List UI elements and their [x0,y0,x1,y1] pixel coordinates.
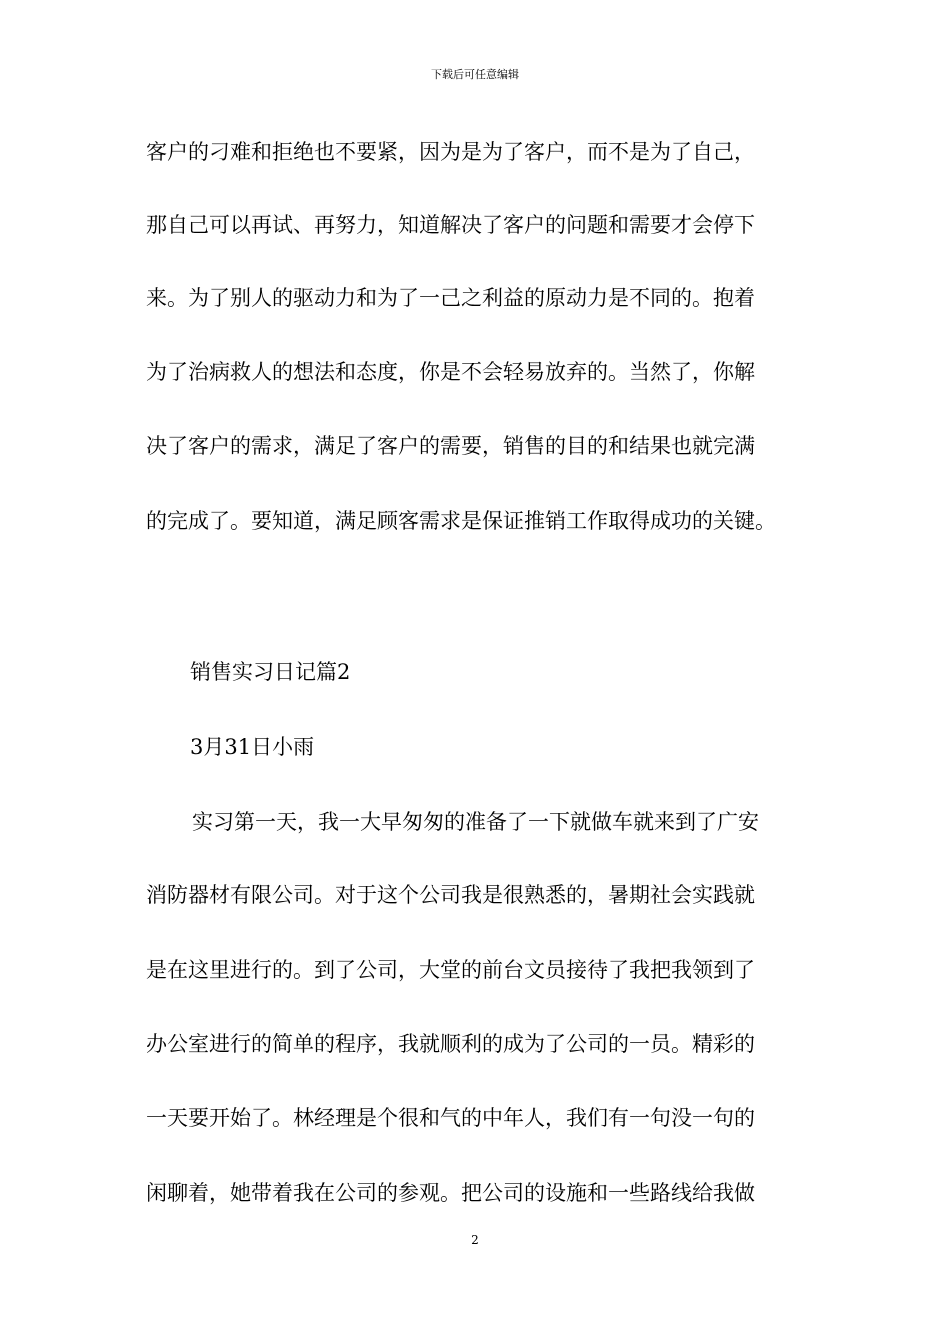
body-text-line: 闲聊着，她带着我在公司的参观。把公司的设施和一些路线给我做 [146,1181,755,1205]
body-text-line: 实习第一天，我一大早匆匆的准备了一下就做车就来到了广安 [192,810,759,834]
date-weather: 3月31日小雨 [190,735,315,759]
body-text-line: 办公室进行的简单的程序，我就顺利的成为了公司的一员。精彩的 [146,1032,755,1056]
body-text-line: 那自己可以再试、再努力，知道解决了客户的问题和需要才会停下 [146,213,755,237]
body-text-line: 为了治病救人的想法和态度，你是不会轻易放弃的。当然了，你解 [146,360,755,384]
page-header: 下载后可任意编辑 [431,68,519,81]
body-text-line: 的完成了。要知道，满足顾客需求是保证推销工作取得成功的关键。 [146,509,776,533]
body-text-line: 一天要开始了。林经理是个很和气的中年人，我们有一句没一句的 [146,1106,755,1130]
section-title: 销售实习日记篇2 [190,660,351,684]
page-number: 2 [471,1233,479,1247]
body-text-line: 客户的刁难和拒绝也不要紧，因为是为了客户，而不是为了自己， [146,140,755,164]
body-text-line: 来。为了别人的驱动力和为了一己之利益的原动力是不同的。抱着 [146,286,755,310]
body-text-line: 是在这里进行的。到了公司，大堂的前台文员接待了我把我领到了 [146,958,755,982]
body-text-line: 决了客户的需求，满足了客户的需要，销售的目的和结果也就完满 [146,434,755,458]
body-text-line: 消防器材有限公司。对于这个公司我是很熟悉的，暑期社会实践就 [146,883,755,907]
